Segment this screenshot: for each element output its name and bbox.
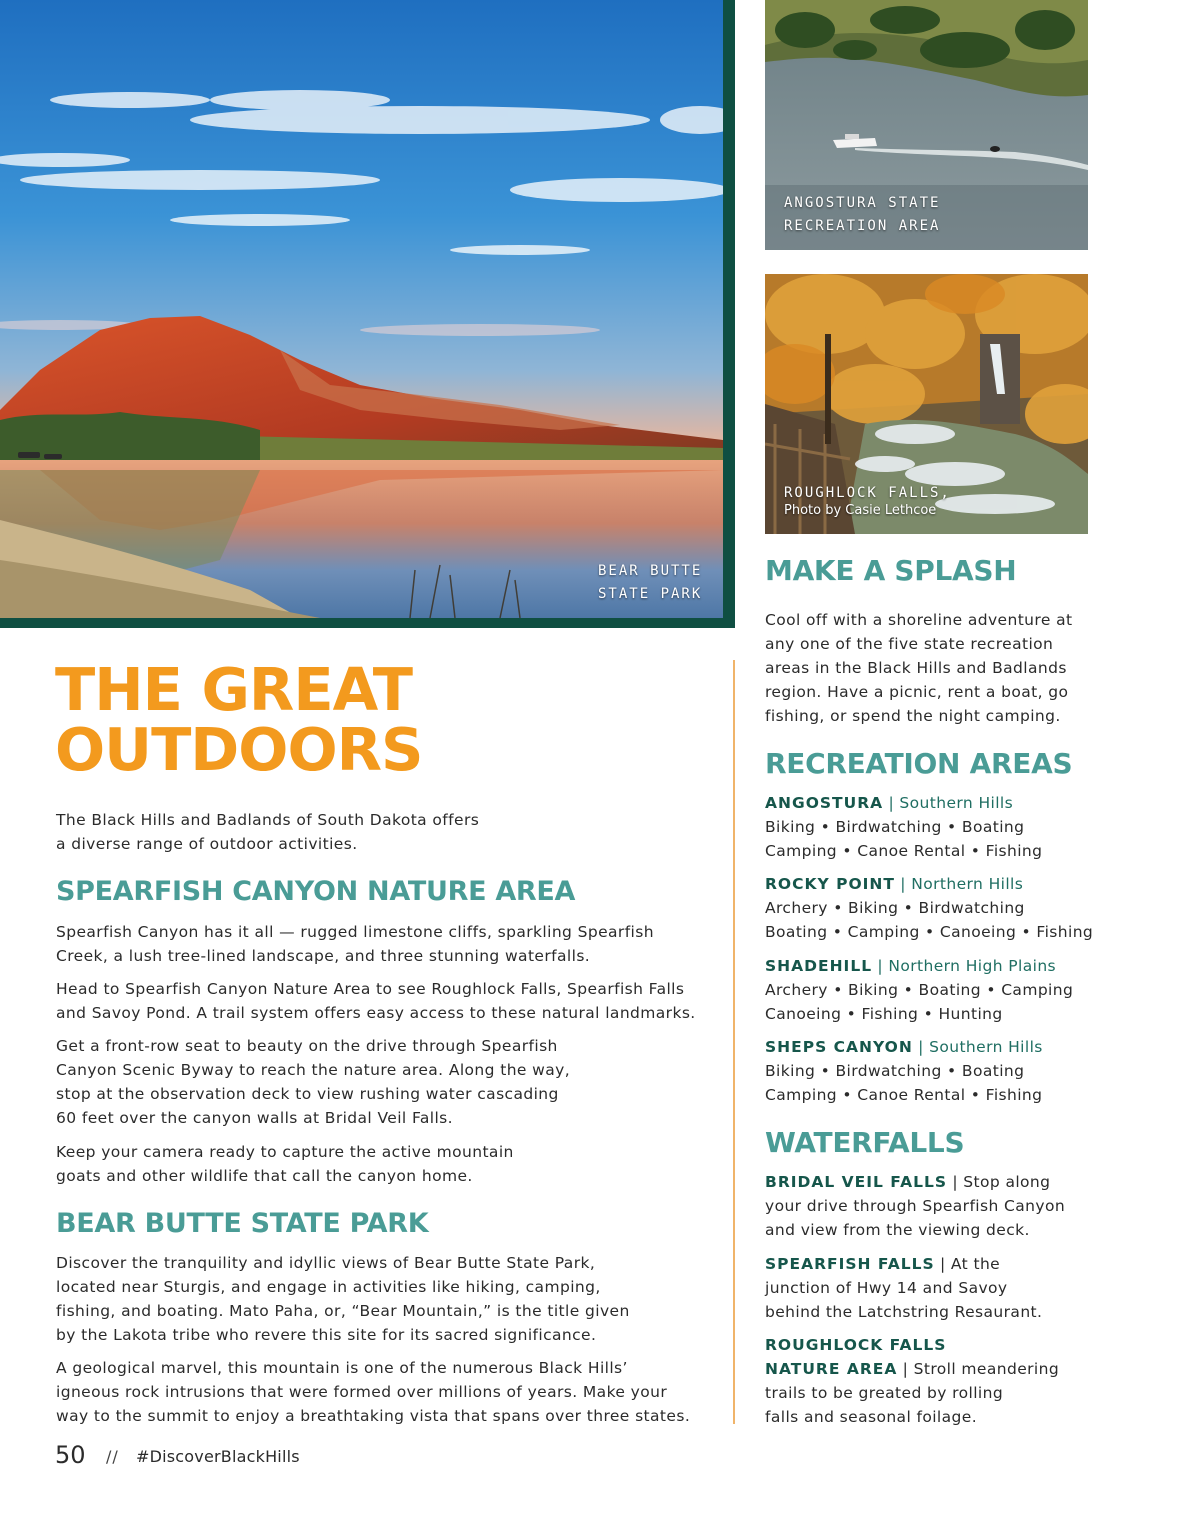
text-line: 60 feet over the canyon walls at Bridal Veil Falls. bbox=[56, 1109, 453, 1127]
bear-butte-landscape-image bbox=[0, 0, 723, 618]
text-line: region. Have a picnic, rent a boat, go bbox=[765, 683, 1069, 701]
text-line: igneous rock intrusions that were formed over millions of years. Make your bbox=[56, 1383, 668, 1401]
text-line: stop at the observation deck to view rushing water cascading bbox=[56, 1085, 559, 1103]
bear-butte-heading: BEAR BUTTE STATE PARK bbox=[56, 1208, 429, 1239]
waterfall-spearfish-falls bbox=[765, 1252, 1042, 1324]
waterfall-name: ROUGHLOCK FALLS bbox=[765, 1336, 947, 1354]
waterfall-description: junction of Hwy 14 and Savoy bbox=[765, 1279, 1008, 1297]
text-line: fishing, or spend the night camping. bbox=[765, 707, 1061, 725]
text-line: Keep your camera ready to capture the active mountain bbox=[56, 1143, 514, 1161]
area-name: SHEPS CANYON bbox=[765, 1038, 913, 1056]
waterfall-name: SPEARFISH FALLS bbox=[765, 1255, 935, 1273]
waterfall-description: and view from the viewing deck. bbox=[765, 1221, 1030, 1239]
waterfall-description: falls and seasonal foilage. bbox=[765, 1408, 978, 1426]
text-line: Cool off with a shoreline adventure at bbox=[765, 611, 1073, 629]
text-line: Canyon Scenic Byway to reach the nature area. Along the way, bbox=[56, 1061, 571, 1079]
text-line: Spearfish Canyon has it all — rugged limestone cliffs, sparkling Spearfish bbox=[56, 923, 654, 941]
intro-paragraph bbox=[56, 808, 479, 856]
recreation-area-sheps-canyon bbox=[765, 1035, 1043, 1107]
spearfish-heading: SPEARFISH CANYON NATURE AREA bbox=[56, 876, 576, 907]
area-name: ROCKY POINT bbox=[765, 875, 895, 893]
area-activities: Biking • Birdwatching • Boating bbox=[765, 1062, 1025, 1080]
recreation-area-rocky-point bbox=[765, 872, 1093, 944]
text-line: Head to Spearfish Canyon Nature Area to see Roughlock Falls, Spearfish Falls bbox=[56, 980, 685, 998]
text-line: way to the summit to enjoy a breathtaking vista that spans over three states. bbox=[56, 1407, 691, 1425]
angostura-caption-line-1: ANGOSTURA STATE bbox=[784, 195, 941, 211]
text-line: areas in the Black Hills and Badlands bbox=[765, 659, 1067, 677]
spearfish-paragraph-4 bbox=[56, 1140, 514, 1188]
text-line: Creek, a lush tree-lined landscape, and three stunning waterfalls. bbox=[56, 947, 591, 965]
waterfall-description: behind the Latchstring Resaurant. bbox=[765, 1303, 1043, 1321]
area-name: SHADEHILL bbox=[765, 957, 873, 975]
make-a-splash-text bbox=[765, 608, 1072, 728]
hero-caption-line-1: BEAR BUTTE bbox=[598, 563, 703, 579]
angostura-photo bbox=[765, 0, 1088, 250]
waterfall-description: your drive through Spearfish Canyon bbox=[765, 1197, 1066, 1215]
waterfall-roughlock bbox=[765, 1333, 1059, 1429]
text-line: Discover the tranquility and idyllic views of Bear Butte State Park, bbox=[56, 1254, 596, 1272]
text-line: any one of the five state recreation bbox=[765, 635, 1054, 653]
area-activities: Boating • Camping • Canoeing • Fishing bbox=[765, 923, 1094, 941]
intro-line: a diverse range of outdoor activities. bbox=[56, 835, 358, 853]
page-number: 50 bbox=[55, 1441, 86, 1469]
recreation-area-angostura bbox=[765, 791, 1042, 863]
text-line: goats and other wildlife that call the canyon home. bbox=[56, 1167, 473, 1185]
page-title bbox=[55, 655, 423, 784]
hero-caption bbox=[598, 560, 702, 606]
roughlock-photo-credit: Photo by Casie Lethcoe bbox=[784, 503, 937, 518]
angostura-caption-line-2: RECREATION AREA bbox=[784, 218, 941, 234]
recreation-area-shadehill bbox=[765, 954, 1073, 1026]
footer-hashtag: #DiscoverBlackHills bbox=[136, 1447, 300, 1466]
area-activities: Canoeing • Fishing • Hunting bbox=[765, 1005, 1003, 1023]
text-line: A geological marvel, this mountain is one of the numerous Black Hills’ bbox=[56, 1359, 628, 1377]
text-line: and Savoy Pond. A trail system offers easy access to these natural landmarks. bbox=[56, 1004, 696, 1022]
area-activities: Archery • Biking • Boating • Camping bbox=[765, 981, 1074, 999]
waterfall-name: NATURE AREA bbox=[765, 1360, 898, 1378]
text-line: located near Sturgis, and engage in activities like hiking, camping, bbox=[56, 1278, 601, 1296]
area-activities: Camping • Canoe Rental • Fishing bbox=[765, 842, 1043, 860]
area-region: Southern Hills bbox=[899, 794, 1014, 812]
waterfall-bridal-veil bbox=[765, 1170, 1065, 1242]
bear-butte-paragraph-1 bbox=[56, 1251, 630, 1347]
hero-photo-frame bbox=[0, 0, 735, 628]
hero-caption-line-2: STATE PARK bbox=[598, 586, 703, 602]
area-separator: | bbox=[883, 794, 900, 812]
text-line: Get a front-row seat to beauty on the drive through Spearfish bbox=[56, 1037, 558, 1055]
waterfall-description: trails to be greated by rolling bbox=[765, 1384, 1004, 1402]
waterfall-name: BRIDAL VEIL FALLS bbox=[765, 1173, 947, 1191]
waterfall-description: | At the bbox=[934, 1255, 1001, 1273]
make-a-splash-heading: MAKE A SPLASH bbox=[765, 554, 1017, 587]
area-separator: | bbox=[872, 957, 889, 975]
waterfall-description: | Stroll meandering bbox=[897, 1360, 1060, 1378]
area-region: Northern High Plains bbox=[888, 957, 1057, 975]
angostura-caption bbox=[784, 192, 940, 238]
recreation-areas-heading: RECREATION AREAS bbox=[765, 747, 1073, 780]
spearfish-paragraph-1 bbox=[56, 920, 654, 968]
area-separator: | bbox=[894, 875, 912, 893]
area-region: Northern Hills bbox=[911, 875, 1024, 893]
page-title-line-2: OUTDOORS bbox=[55, 715, 423, 784]
spearfish-paragraph-2 bbox=[56, 977, 696, 1025]
page-title-line-1: THE GREAT bbox=[55, 655, 412, 724]
area-name: ANGOSTURA bbox=[765, 794, 884, 812]
area-activities: Camping • Canoe Rental • Fishing bbox=[765, 1086, 1043, 1104]
bear-butte-paragraph-2 bbox=[56, 1356, 690, 1428]
roughlock-photo bbox=[765, 274, 1088, 534]
footer-separator: // bbox=[106, 1447, 119, 1466]
area-activities: Biking • Birdwatching • Boating bbox=[765, 818, 1025, 836]
spearfish-paragraph-3 bbox=[56, 1034, 570, 1130]
area-region: Southern Hills bbox=[929, 1038, 1043, 1056]
waterfall-description: | Stop along bbox=[947, 1173, 1051, 1191]
waterfalls-heading: WATERFALLS bbox=[765, 1126, 965, 1159]
area-activities: Archery • Biking • Birdwatching bbox=[765, 899, 1025, 917]
roughlock-caption: ROUGHLOCK FALLS, bbox=[784, 485, 951, 501]
intro-line: The Black Hills and Badlands of South Dakota offers bbox=[56, 811, 480, 829]
text-line: fishing, and boating. Mato Paha, or, “Bear Mountain,” is the title given bbox=[56, 1302, 630, 1320]
column-divider bbox=[733, 660, 735, 1424]
bear-butte-photo bbox=[0, 0, 723, 618]
area-separator: | bbox=[912, 1038, 930, 1056]
text-line: by the Lakota tribe who revere this site for its sacred significance. bbox=[56, 1326, 597, 1344]
